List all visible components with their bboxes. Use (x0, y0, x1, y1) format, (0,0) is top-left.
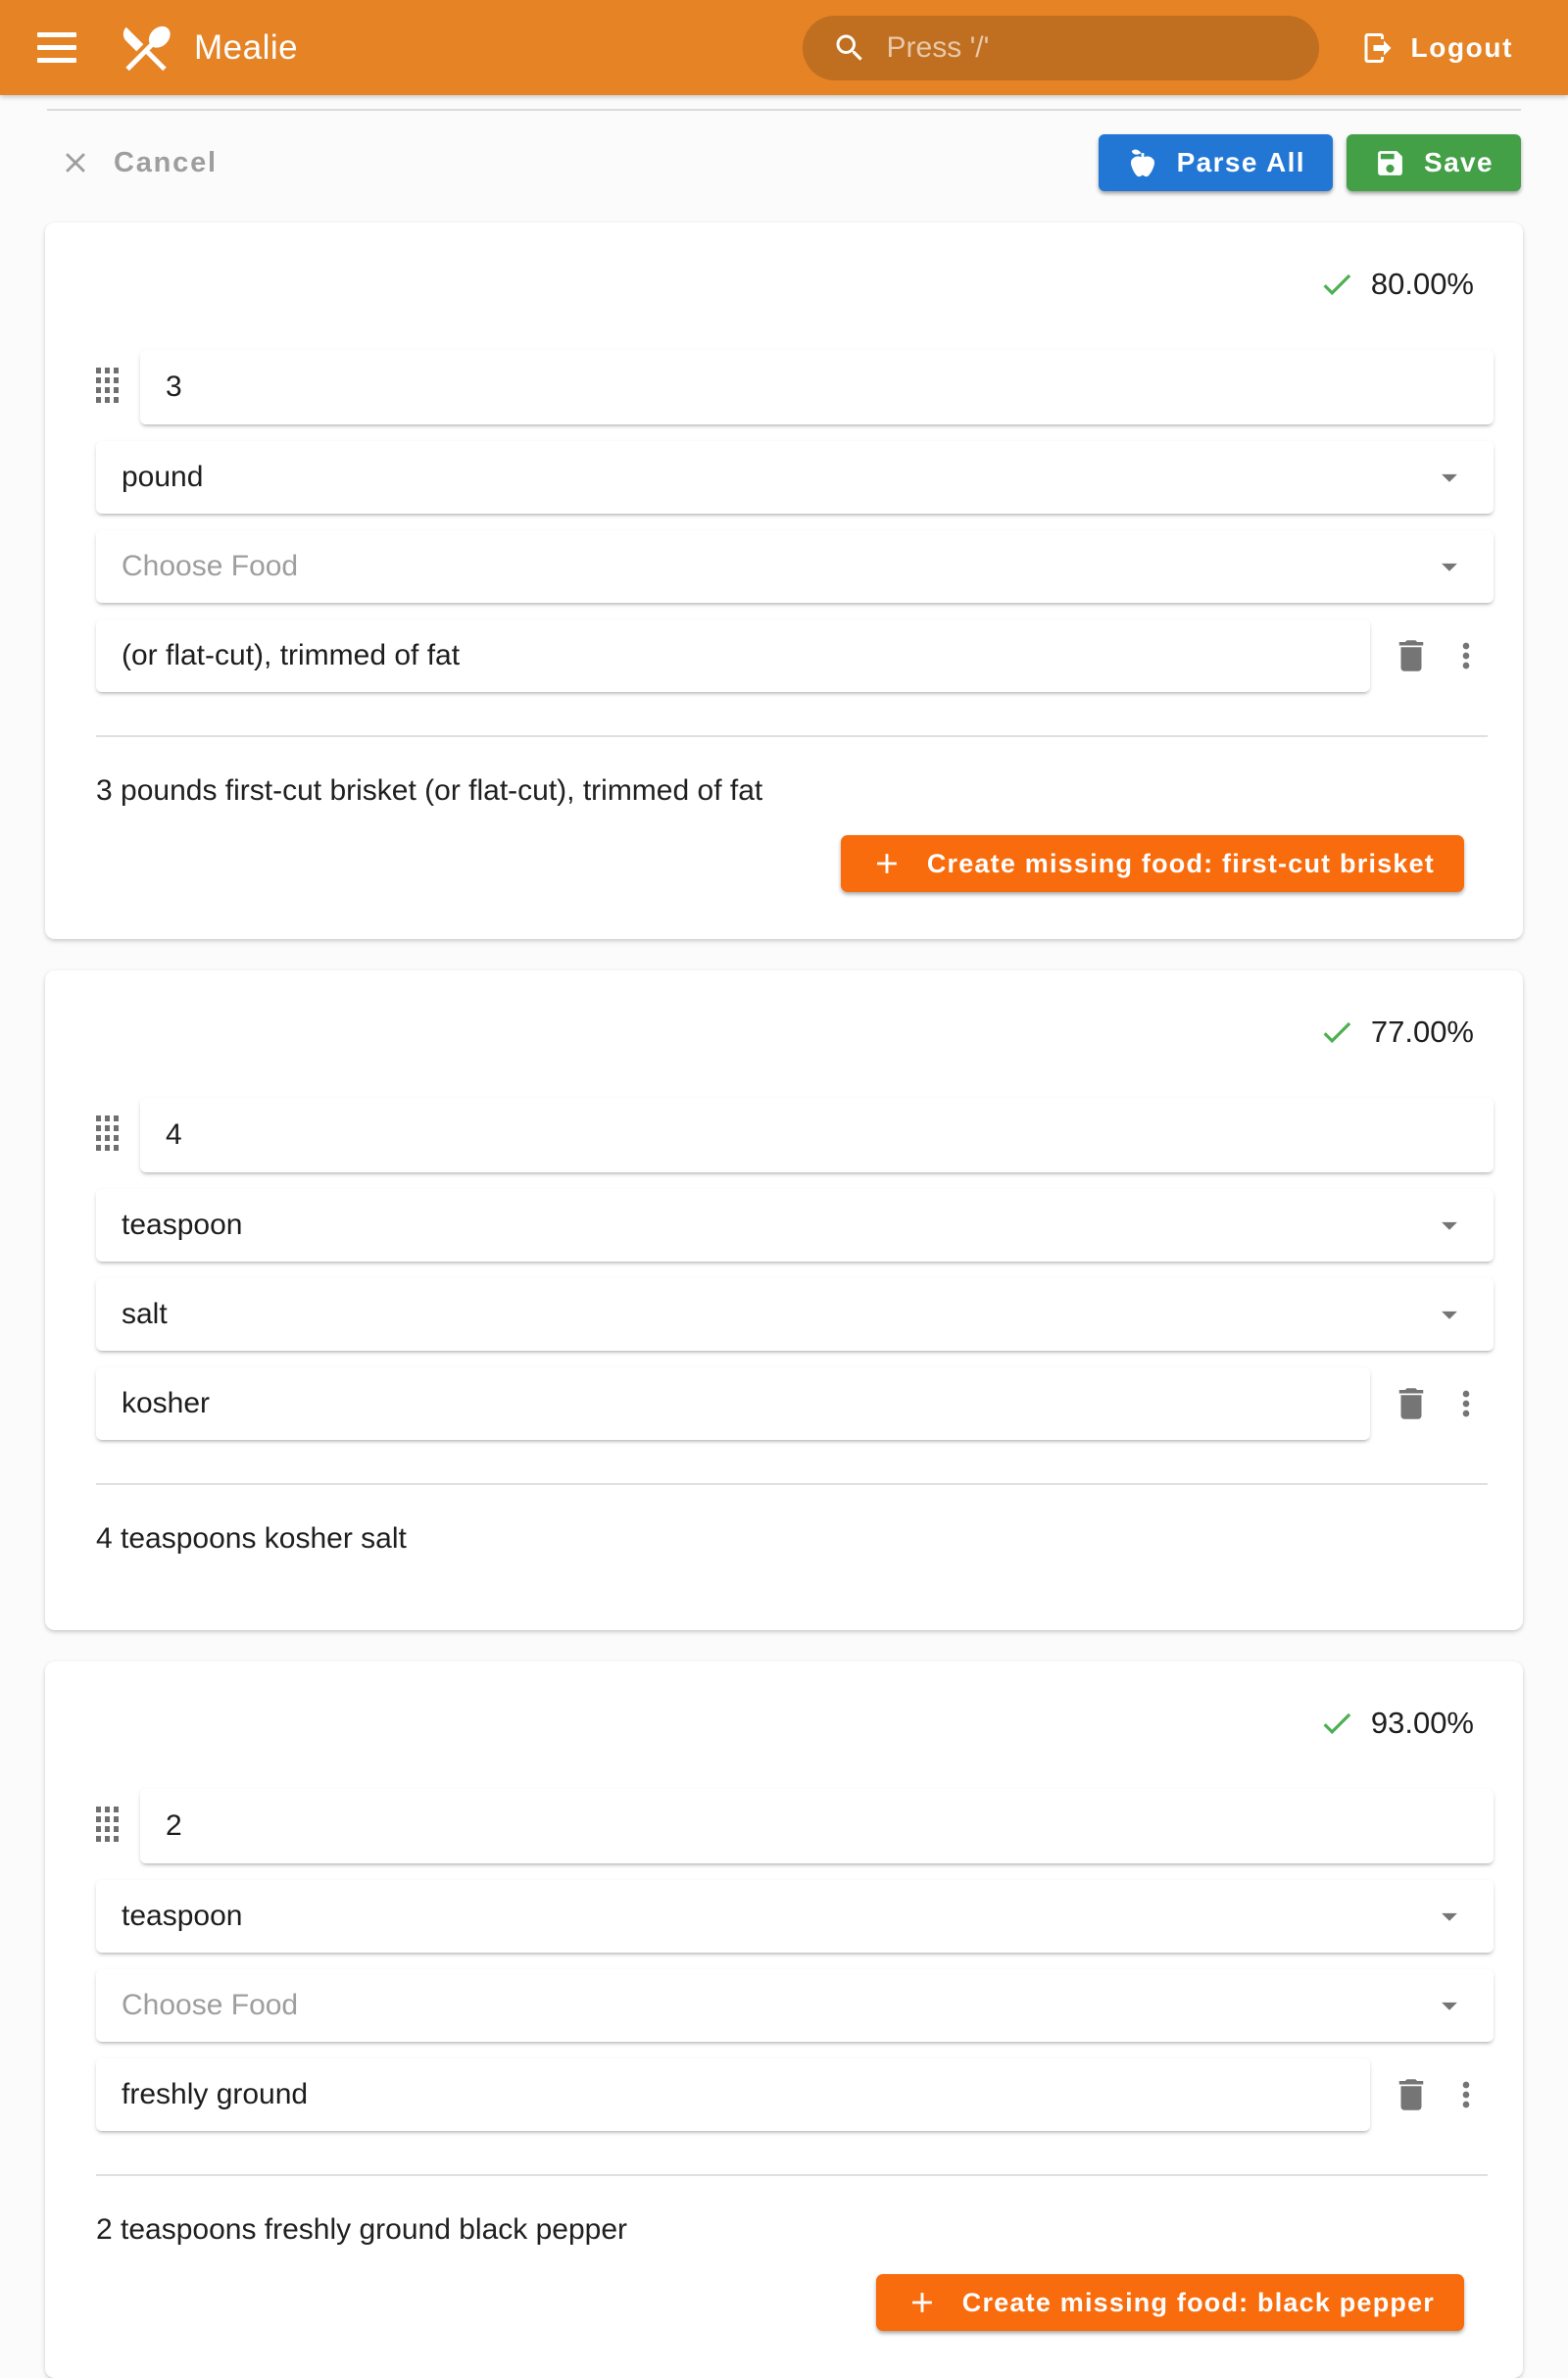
food-select-value: salt (122, 1298, 168, 1330)
chevron-down-icon (1431, 1296, 1468, 1333)
unit-select-value: pound (122, 461, 204, 493)
save-icon (1374, 147, 1406, 179)
note-field (96, 1367, 1370, 1440)
save-button[interactable] (1347, 134, 1521, 191)
ingredient-fields (96, 350, 1494, 692)
kebab-menu-icon (1446, 1384, 1486, 1423)
app-header (0, 0, 1568, 95)
parse-all-button[interactable] (1099, 134, 1333, 191)
drag-handle-icon[interactable] (96, 1115, 122, 1155)
quantity-input[interactable] (166, 371, 1468, 404)
note-field (96, 619, 1370, 692)
parse-all-label: Parse All (1176, 147, 1305, 177)
ingredient-fields (96, 1098, 1494, 1440)
delete-ingredient-button[interactable] (1384, 628, 1439, 683)
food-select-value: Choose Food (122, 550, 299, 582)
confidence-value: 80.00% (1370, 267, 1474, 301)
confidence-value: 93.00% (1370, 1706, 1474, 1740)
create-missing-food-button[interactable] (841, 835, 1464, 892)
unit-select[interactable] (96, 1880, 1494, 1953)
ingredient-card-list (45, 223, 1523, 2378)
more-options-button[interactable] (1439, 628, 1494, 683)
chevron-down-icon (1431, 459, 1468, 496)
save-label: Save (1424, 147, 1494, 177)
app-title: Mealie (194, 27, 299, 67)
ingredient-fields (96, 1789, 1494, 2131)
close-icon (59, 146, 92, 179)
ingredient-card (45, 223, 1523, 939)
cancel-button[interactable] (59, 146, 218, 179)
chevron-down-icon (1431, 1898, 1468, 1935)
card-divider (96, 2174, 1488, 2176)
drag-handle-icon[interactable] (96, 1807, 122, 1846)
more-options-button[interactable] (1439, 1376, 1494, 1431)
unit-select[interactable] (96, 441, 1494, 514)
original-ingredient-text: 2 teaspoons freshly ground black pepper (96, 2213, 628, 2246)
card-divider (96, 1483, 1488, 1485)
note-field (96, 2058, 1370, 2131)
ingredient-card (45, 970, 1523, 1630)
logout-icon (1360, 30, 1396, 66)
missing-food-row (45, 2274, 1523, 2331)
create-missing-food-button[interactable] (876, 2274, 1464, 2331)
ingredient-card (45, 1661, 1523, 2378)
check-icon (1318, 266, 1355, 303)
quantity-input[interactable] (166, 1118, 1468, 1152)
create-missing-food-label: Create missing food: black pepper (961, 2287, 1435, 2317)
cancel-label: Cancel (114, 146, 218, 178)
search-placeholder: Press '/' (886, 30, 990, 64)
delete-ingredient-button[interactable] (1384, 2067, 1439, 2122)
note-input[interactable] (122, 1387, 1345, 1420)
trash-icon (1391, 2074, 1432, 2115)
kebab-menu-icon (1446, 2075, 1486, 2114)
unit-select-value: teaspoon (122, 1209, 243, 1241)
food-select[interactable] (96, 1969, 1494, 2042)
note-input[interactable] (122, 2078, 1345, 2111)
drag-handle-icon[interactable] (96, 368, 122, 407)
note-input[interactable] (122, 639, 1345, 672)
logout-button[interactable] (1360, 30, 1513, 66)
card-divider (96, 735, 1488, 737)
food-select-value: Choose Food (122, 1989, 299, 2021)
quantity-field (140, 350, 1494, 424)
trash-icon (1391, 1383, 1432, 1424)
search-icon (832, 30, 867, 66)
plus-icon (906, 2286, 939, 2319)
trash-icon (1391, 635, 1432, 676)
food-select[interactable] (96, 1278, 1494, 1351)
missing-food-row (45, 835, 1523, 892)
quantity-field (140, 1098, 1494, 1172)
unit-select[interactable] (96, 1189, 1494, 1262)
logout-label: Logout (1410, 31, 1513, 63)
chevron-down-icon (1431, 548, 1468, 585)
mealie-logo-icon (114, 16, 178, 80)
check-icon (1318, 1705, 1355, 1742)
original-ingredient-text: 4 teaspoons kosher salt (96, 1522, 407, 1555)
confidence-row (45, 1703, 1523, 1744)
confidence-row (45, 1012, 1523, 1053)
more-options-button[interactable] (1439, 2067, 1494, 2122)
check-icon (1318, 1014, 1355, 1051)
toolbar (47, 134, 1521, 191)
menu-icon[interactable] (37, 32, 76, 63)
unit-select-value: teaspoon (122, 1900, 243, 1932)
search-input[interactable] (803, 16, 1319, 80)
delete-ingredient-button[interactable] (1384, 1376, 1439, 1431)
quantity-input[interactable] (166, 1809, 1468, 1843)
confidence-row (45, 264, 1523, 305)
header-divider (47, 109, 1521, 111)
apple-icon (1126, 146, 1159, 179)
chevron-down-icon (1431, 1987, 1468, 2024)
create-missing-food-label: Create missing food: first-cut brisket (926, 848, 1435, 878)
original-ingredient-text: 3 pounds first-cut brisket (or flat-cut), trimmed of fat (96, 774, 763, 807)
kebab-menu-icon (1446, 636, 1486, 675)
plus-icon (870, 847, 904, 880)
chevron-down-icon (1431, 1207, 1468, 1244)
confidence-value: 77.00% (1370, 1015, 1474, 1049)
food-select[interactable] (96, 530, 1494, 603)
quantity-field (140, 1789, 1494, 1863)
